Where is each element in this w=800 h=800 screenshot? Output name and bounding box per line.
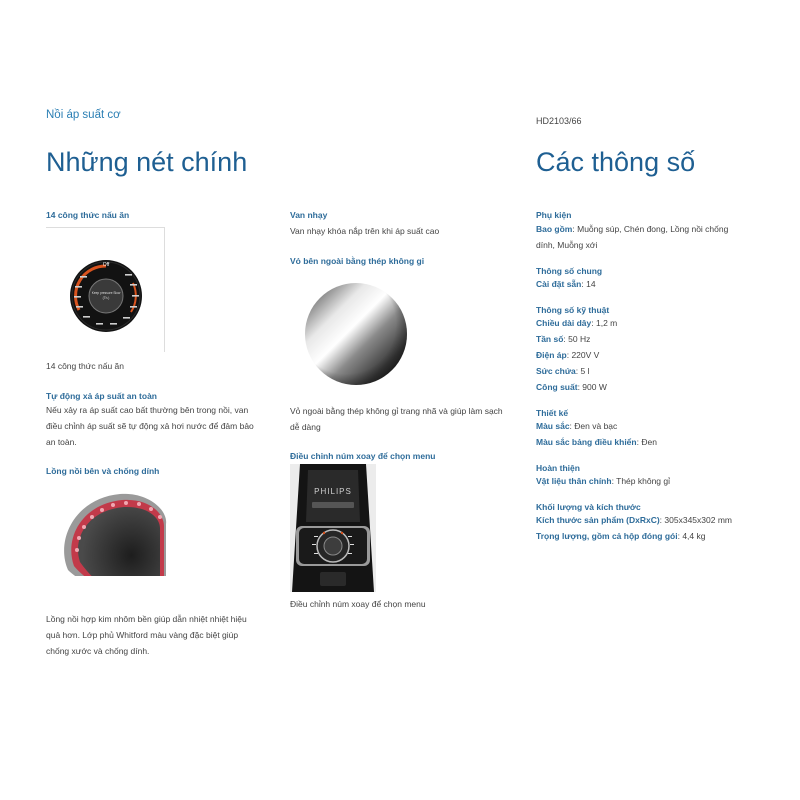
- inner-pot-image-frame: [50, 480, 170, 595]
- housing-image-frame: [298, 280, 416, 388]
- spec-colon: :: [575, 366, 581, 376]
- spec-value: 5 l: [580, 366, 590, 376]
- spec-title-accessories: Phụ kiện: [536, 210, 572, 220]
- spec-value: 50 Hz: [568, 334, 591, 344]
- spec-label: Màu sắc: [536, 421, 570, 431]
- spec-value: 305x345x302 mm: [664, 515, 732, 525]
- feature-title-release: Tự động xả áp suất an toàn: [46, 391, 157, 401]
- spec-title-weight: Khối lượng và kích thước: [536, 502, 641, 512]
- spec-title-design: Thiết kế: [536, 408, 569, 418]
- recipe-dial-image: [46, 228, 164, 352]
- spec-value: 1,2 m: [596, 318, 618, 328]
- spec-row-voltage: [536, 347, 786, 363]
- spec-colon: :: [563, 334, 569, 344]
- spec-row-capacity: [536, 363, 786, 379]
- spec-label: Màu sắc bảng điều khiển: [536, 437, 637, 447]
- spec-colon: :: [572, 224, 578, 234]
- spec-colon: :: [611, 476, 617, 486]
- feature-title-knob: Điều chỉnh núm xoay để chọn menu: [290, 451, 436, 461]
- spec-colon: :: [677, 531, 683, 541]
- spec-row-frequency: [536, 331, 786, 347]
- spec-label: Bao gồm: [536, 224, 573, 234]
- housing-line: Vỏ ngoài bằng thép không gỉ trang nhã và giúp làm sạch: [290, 406, 503, 416]
- spec-row-weight: [536, 528, 786, 544]
- stainless-steel-image: [298, 280, 416, 388]
- spec-value: Đen và bạc: [574, 421, 618, 431]
- release-line: Nếu xảy ra áp suất cao bất thường bên trong nồi, van: [46, 405, 249, 415]
- spec-label: Vật liệu thân chính: [536, 476, 612, 486]
- spec-row-material: [536, 473, 786, 489]
- feature-title-inner-pot: Lồng nồi bên và chống dính: [46, 466, 160, 476]
- spec-value: Đen: [641, 437, 657, 447]
- spec-value: Thép không gỉ: [616, 476, 671, 486]
- spec-label: Cài đặt sẵn: [536, 279, 582, 289]
- housing-description: [290, 403, 520, 435]
- spec-colon: :: [569, 421, 575, 431]
- spec-label: Trọng lượng, gồm cả hộp đóng gói: [536, 531, 678, 541]
- knob-image-frame: [290, 464, 376, 592]
- inner-pot-line: quả hơn. Lớp phủ Whitford màu vàng đặc biệt giúp: [46, 630, 239, 640]
- housing-line: dễ dàng: [290, 422, 321, 432]
- spec-row-included: [536, 221, 786, 237]
- recipes-caption: 14 công thức nấu ăn: [46, 361, 124, 371]
- spec-colon: :: [591, 318, 596, 328]
- feature-title-recipes: 14 công thức nấu ăn: [46, 210, 130, 220]
- spec-value: 900 W: [582, 382, 607, 392]
- spec-label: Tần số: [536, 334, 564, 344]
- spec-colon: :: [659, 515, 665, 525]
- spec-colon: :: [577, 382, 583, 392]
- spec-colon: :: [581, 279, 587, 289]
- spec-title-technical: Thông số kỹ thuật: [536, 305, 610, 315]
- spec-label: Chiều dài dây: [536, 318, 592, 328]
- dial-center-line2: (Th.): [102, 296, 110, 300]
- spec-title-general: Thông số chung: [536, 266, 603, 276]
- spec-row-dimensions: [536, 512, 786, 528]
- inner-pot-line: chống xước và chống dính.: [46, 646, 150, 656]
- spec-value-continued: dính, Muỗng xới: [536, 240, 598, 250]
- release-line: an toàn.: [46, 437, 77, 447]
- spec-row-cord: [536, 315, 786, 331]
- spec-value: 220V V: [571, 350, 600, 360]
- spec-row-color: [536, 418, 786, 434]
- specs-heading: Các thông số: [536, 147, 696, 177]
- brand-label: PHILIPS: [314, 487, 352, 496]
- spec-label: Công suất: [536, 382, 578, 392]
- knob-caption: Điều chỉnh núm xoay để chọn menu: [290, 599, 426, 609]
- valve-description: Van nhạy khóa nắp trên khi áp suất cao: [290, 226, 440, 236]
- model-number: HD2103/66: [536, 116, 582, 126]
- dial-off-label: Off: [102, 262, 110, 268]
- spec-colon: :: [566, 350, 572, 360]
- release-description: [46, 402, 286, 450]
- spec-label: Kích thước sản phẩm (DxRxC): [536, 515, 660, 525]
- features-heading: Những nét chính: [46, 147, 248, 177]
- document-subtitle: Nồi áp suất cơ: [46, 109, 121, 121]
- spec-colon: :: [636, 437, 642, 447]
- spec-row-panel-color: [536, 434, 786, 450]
- spec-value: 4,4 kg: [682, 531, 706, 541]
- spec-label: Điện áp: [536, 350, 567, 360]
- inner-pot-image: [50, 480, 170, 595]
- dial-center-line1: Keep pressure Slow: [91, 291, 121, 295]
- spec-value: 14: [586, 279, 596, 289]
- feature-title-valve: Van nhạy: [290, 210, 328, 220]
- spec-value: Muỗng súp, Chén đong, Lồng nồi chống: [577, 224, 729, 234]
- specifications-column: [536, 210, 786, 544]
- control-panel-image: [290, 464, 376, 592]
- inner-pot-description: [46, 611, 286, 659]
- spec-label: Sức chứa: [536, 366, 576, 376]
- inner-pot-line: Lồng nồi hợp kim nhôm bền giúp dẫn nhiệt nhiệt hiệu: [46, 614, 247, 624]
- dial-image-frame: [46, 227, 165, 352]
- spec-row-power: [536, 379, 786, 395]
- spec-row-presets: [536, 276, 786, 292]
- feature-title-housing: Vỏ bên ngoài bằng thép không gỉ: [290, 256, 425, 266]
- spec-title-finish: Hoàn thiện: [536, 463, 580, 473]
- release-line: điều chỉnh áp suất sẽ tự động xả hơi nước để đảm bảo: [46, 421, 254, 431]
